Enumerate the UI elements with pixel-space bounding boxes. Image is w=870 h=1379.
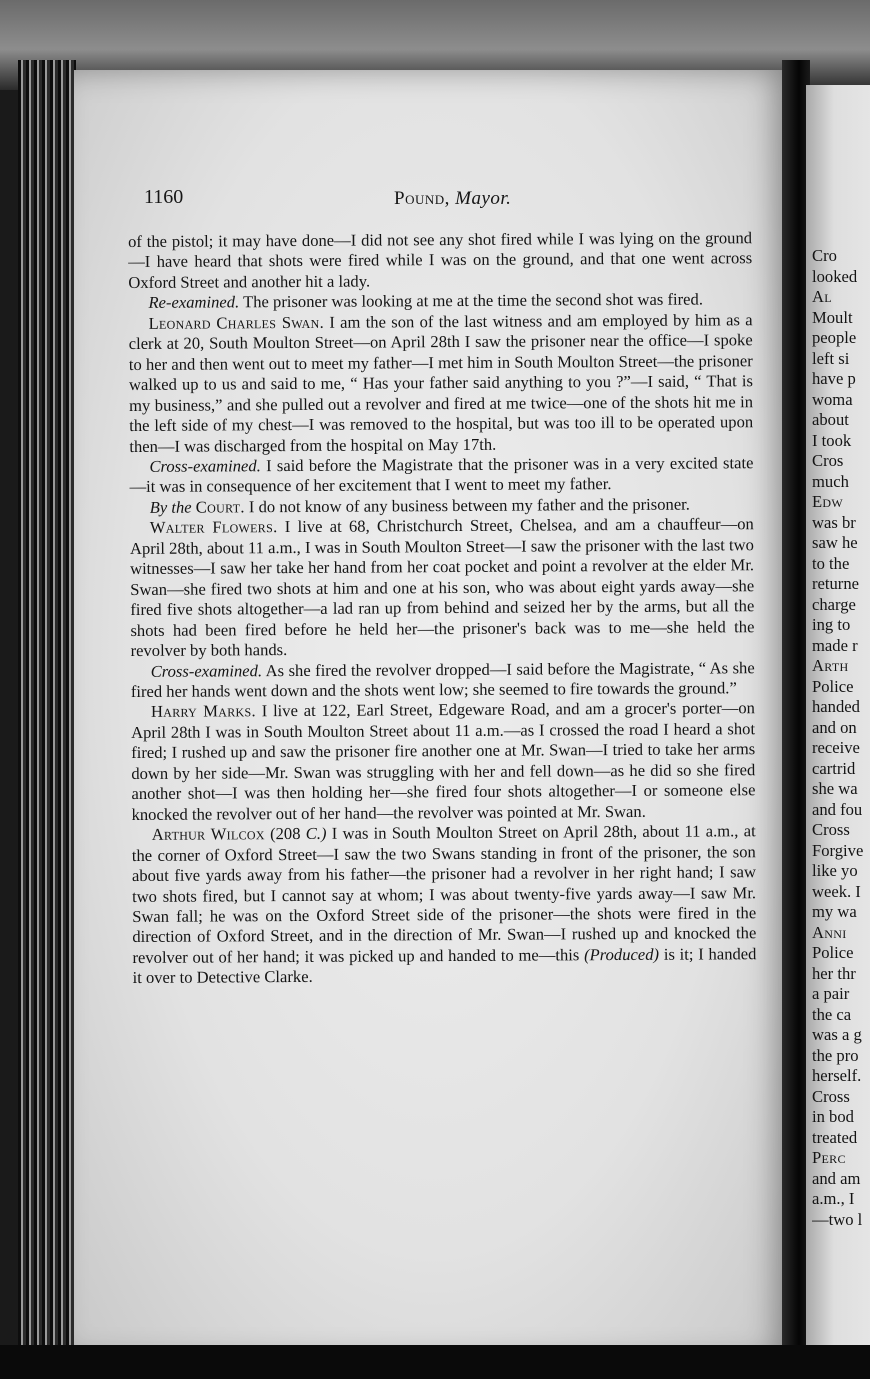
right-page-line: Police <box>812 676 854 696</box>
page-number: 1160 <box>144 186 184 208</box>
right-page-line: like yo <box>812 861 858 880</box>
right-page-text <box>812 246 870 1230</box>
right-page-line: her thr <box>812 963 856 983</box>
right-page-line: handed <box>812 697 860 716</box>
witness-name: Arthur Wilcox <box>151 824 265 845</box>
right-page-line: Al <box>812 287 832 306</box>
right-page-line: have p <box>812 369 856 388</box>
right-page-line: and fou <box>812 799 863 819</box>
right-page-line: Cro <box>812 246 837 265</box>
right-page-line: people <box>812 328 857 347</box>
right-page-line: —two l <box>812 1209 863 1229</box>
running-head <box>394 188 511 210</box>
running-head-title: Mayor. <box>455 188 512 209</box>
right-page-line: was a g <box>812 1025 862 1044</box>
right-page-line: Police <box>812 943 854 962</box>
running-head-name: Pound, <box>394 188 450 209</box>
court-label-by: By the <box>149 497 192 517</box>
right-page-line: herself. <box>812 1066 862 1085</box>
right-page-line: treated <box>812 1127 858 1147</box>
right-page-line: Cross <box>812 820 850 839</box>
right-page-line: my wa <box>812 902 857 921</box>
body-text <box>128 228 757 989</box>
exam-label: Re-examined. <box>148 292 240 313</box>
right-page-line: a.m., I <box>812 1189 855 1208</box>
right-page-line: made r <box>812 635 858 655</box>
right-page-line: left si <box>812 348 850 368</box>
right-page-line: charge <box>812 594 856 614</box>
right-page-line: I took <box>812 430 852 450</box>
paragraph: Re-examined. The prisoner was looking at me at the time the second shot was fired. <box>148 289 704 313</box>
paragraph: By the Court. I do not know of any business between my father and the prisoner. <box>149 494 690 517</box>
right-page-line: much <box>812 471 849 491</box>
paragraph: Walter Flowers. I live at 68, Christchurch Street, Chelsea, and am a chauffeur—on April 28th, about 11 a.m., I was in South Moulton Street—I saw the prisoner with the last two witnesses—I saw her take her hand from her coat pocket and point a revolver at the elder Mr. Swan—she fired two shots at him and one at his son, who was about eight yards away—she fired five shots altogether—a lad ran up from behind and seized her by the arms, but all the shots had been fired before he held her—the prisoner's back was to me—she held the revolver by both hands. <box>129 514 755 661</box>
right-page-line: she wa <box>812 779 858 798</box>
exam-label: Cross-examined. <box>149 456 261 476</box>
right-page-line: about <box>812 410 849 429</box>
witness-name: Walter Flowers. <box>149 517 278 538</box>
right-page-line: saw he <box>812 533 858 552</box>
right-page-line: the pro <box>812 1045 859 1065</box>
right-page-line: receive <box>812 738 860 757</box>
right-page-line: to the <box>812 553 850 573</box>
right-page-line: Cross <box>812 1086 850 1106</box>
page-header <box>144 186 744 220</box>
right-page-line: Anni <box>812 922 847 942</box>
witness-name: Leonard Charles Swan. <box>148 312 325 333</box>
right-page-line: looked <box>812 266 858 286</box>
court-label: Court. <box>195 497 245 517</box>
paragraph: Leonard Charles Swan. I am the son of the last witness and am employed by him as a clerk at 20, South Moulton Street—on April 28th I saw the prisoner near the office—I spoke to her and then went out to meet my father—I met him in South Moulton Street—the prisoner walked up to us and said to me, “ Has your father said anything to you ?”—I said, “ That is my business,” and she pulled out a revolver and fired at me twice—one of the shots hit me in the left side of my chest—I was removed to the hospital, but was too ill to be operated upon then—I was discharged from the hospital on May 17th. <box>128 309 754 456</box>
right-page-line: was br <box>812 512 856 532</box>
right-page-line: Arth <box>812 656 849 675</box>
right-page-line: cartrid <box>812 758 856 778</box>
right-page-line: Edw <box>812 492 844 511</box>
paragraph: Cross-examined. As she fired the revolver dropped—I said before the Magistrate, “ As she fired her hands went down and the shots went low; she seemed to fire towards the ground.” <box>130 657 755 701</box>
right-page-line: in bod <box>812 1107 854 1126</box>
right-page-line: the ca <box>812 1004 852 1024</box>
paragraph: Arthur Wilcox (208 C.) I was in South Moulton Street on April 28th, about 11 a.m., at the corner of Oxford Street—I saw the two Swans standing in front of the prisoner, the son about five yards away from his father—the prisoner had a revolver in her right hand; I saw two shots fired, but I cannot say at whom; I was about twenty-five yards away—I saw Mr. Swan fall; he was on the Oxford Street side of the prisoner—the shots were fired in the direction of Oxford Street, and in the direction of Mr. Swan—I rushed up and knocked the revolver out of her hand; it was picked up and handed to me—this (Produced) is it; I handed it over to Detective Clarke. <box>131 821 757 988</box>
right-page-line: ing to <box>812 615 851 634</box>
right-page-line: and am <box>812 1168 861 1188</box>
witness-name: Harry Marks. <box>150 701 256 722</box>
right-page-line: a pair <box>812 984 850 1003</box>
exam-label: Cross-examined. <box>150 660 263 681</box>
paragraph: of the pistol; it may have done—I did not see any shot fired while I was lying on the ground—I have heard that shots were fired while I was on the ground, and that one went across Oxford Street and another hit a lady. <box>128 228 753 292</box>
right-page-line: Forgive <box>812 840 864 860</box>
paragraph: Harry Marks. I live at 122, Earl Street, Edgeware Road, and am a grocer's porter—on April 28th I was in South Moulton Street about 11 a.m.—as I crossed the road I heard a shot fired; I rushed up and saw the prisoner fire another one at Mr. Swan—I tried to take her arms down by her side—Mr. Swan was struggling with her and fell down—as he did so she fired another shot—I was then holding her—she fired four shots altogether—I or someone else knocked the revolver out of her hand—the revolver was pointed at Mr. Swan. <box>130 698 756 824</box>
right-page-line: Perc <box>812 1148 846 1167</box>
page-edges-left <box>18 60 76 1360</box>
paragraph: Cross-examined. I said before the Magistrate that the prisoner was in a very excited state—it was in consequence of her excitement that I went to meet my father. <box>129 453 754 497</box>
right-page-line: Cros <box>812 451 844 470</box>
right-page-line: week. I <box>812 881 861 901</box>
right-page-line: Moult <box>812 307 853 327</box>
right-page-line: returne <box>812 574 859 593</box>
right-page-line: and on <box>812 717 857 737</box>
right-page-line: woma <box>812 389 853 409</box>
scan-bottom-edge <box>0 1345 870 1379</box>
